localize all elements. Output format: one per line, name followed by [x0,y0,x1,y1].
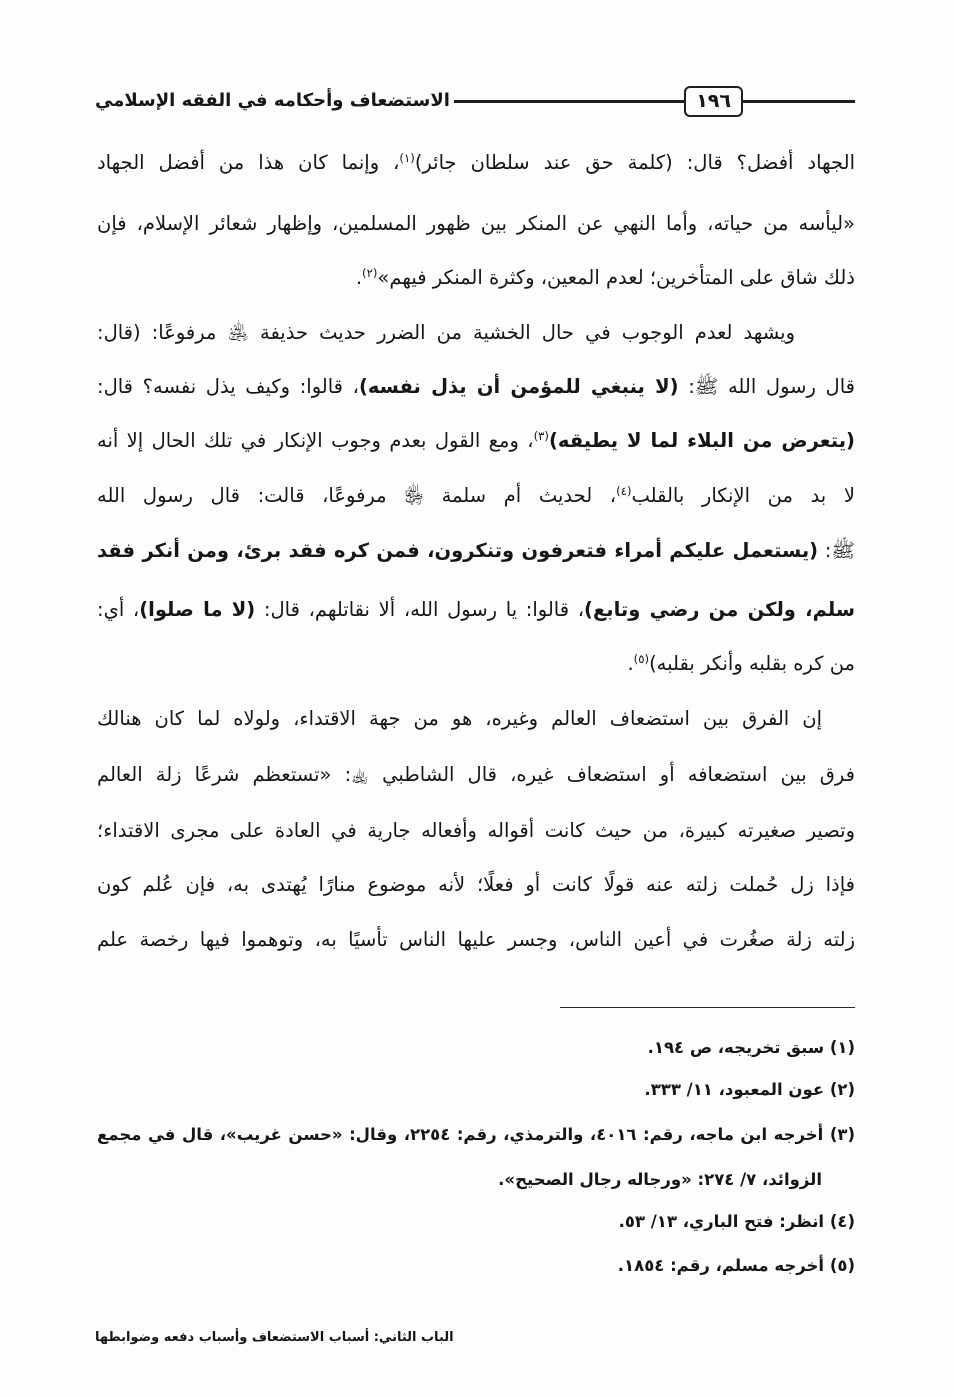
footnote-ref: (٣) [533,428,549,443]
text-run: ويشهد لعدم الوجوب في حال الخشية من الضرر حديث حذيفة ﵁ مرفوعًا: (قال: [97,321,795,344]
hadith-quote: (يستعمل عليكم أمراء فتعرفون وتنكرون، فمن كره فقد برئ، ومن أنكر فقد [97,539,819,562]
body-line [97,915,855,965]
text-run: «ليأسه من حياته، وأما النهي عن المنكر بين ظهور المسلمين، وإظهار شعائر الإسلام، فإن [97,212,855,235]
page-number: ١٩٦ [684,86,743,117]
text-run: . [627,652,634,675]
header-rule-right [743,100,855,103]
body-line [97,585,855,635]
footnote-line: (٤) انظر: فتح الباري، ١٣/ ٥٣. [618,1212,855,1231]
footnote-line: (٣) أخرجه ابن ماجه، رقم: ٤٠١٦، والترمذي، رقم: ٢٢٥٤، وقال: «حسن غريب»، قال في مجمع [97,1125,855,1144]
text-run: . [355,266,363,289]
text-run: ذلك شاق على المتأخرين؛ لعدم المعين، وكثرة المنكر فيهم» [377,266,855,289]
footnote-line: (٢) عون المعبود، ١١/ ٣٣٣. [644,1080,855,1099]
hadith-quote: (لا ينبغي للمؤمن أن يذل نفسه) [358,375,679,398]
body-line [97,694,822,744]
text-run: الجهاد أفضل؟ قال: (كلمة حق عند سلطان جائر) [414,151,855,174]
body-line [97,639,855,689]
body-line [97,362,855,412]
body-line [97,416,855,466]
body-line [97,138,855,188]
chapter-footer: الباب الثاني: أسباب الاستضعاف وأسباب دفعه وضوابطها [95,1330,454,1345]
body-line [97,526,855,576]
footnote-ref: (٥) [633,651,650,666]
text-run: لا بد من الإنكار بالقلب [631,484,855,507]
body-line [97,806,855,856]
text-run: ، قالوا: يا رسول الله، ألا نقاتلهم، قال: [255,598,585,621]
body-line [97,308,795,358]
body-line [97,253,855,303]
footnote-ref: (٤) [616,483,632,498]
body-line [97,199,855,249]
text-run: ، ومع القول بعدم وجوب الإنكار في تلك الحال إلا أنه [97,429,534,452]
running-header [95,84,855,118]
footnote-ref: (١) [399,150,415,165]
text-run: ، وإنما كان هذا من أفضل الجهاد [97,151,400,174]
text-run: ﷺ: [818,539,855,562]
book-title: الاستضعاف وأحكامه في الفقه الإسلامي [95,90,450,111]
text-run: ، قالوا: وكيف يذل نفسه؟ قال: [97,375,359,398]
footnote-line: (٥) أخرجه مسلم، رقم: ١٨٥٤. [617,1256,855,1275]
text-run: ، لحديث أم سلمة ﵂ مرفوعًا، قالت: قال رسول الله [97,484,617,507]
body-line [97,750,855,800]
text-run: فإذا زل حُملت زلته عنه قولًا كانت أو فعلًا؛ لأنه موضوع منارًا يُهتدى به، فإن عُلم كون [97,873,855,896]
header-rule-left [454,100,684,103]
text-run: فرق بين استضعافه أو استضعاف غيره، قال الشاطبي ﵀: «تستعظم شرعًا زلة العالم [97,763,855,786]
hadith-quote: سلم، ولكن من رضي وتابع) [584,598,855,621]
text-run: إن الفرق بين استضعاف العالم وغيره، هو من جهة الاقتداء، ولولاه لما كان هنالك [97,707,822,730]
text-run: وتصير صغيرته كبيرة، من حيث كانت أقواله وأفعاله جارية في العادة على مجرى الاقتداء؛ [97,819,855,842]
hadith-quote: (يتعرض من البلاء لما لا يطيقه) [548,429,855,452]
text-run: زلته زلة صغُرت في أعين الناس، وجسر عليها الناس تأسيًا به، وتوهموا فيها رخصة علم [97,928,855,951]
body-line [97,860,855,910]
footnote-line: (١) سبق تخريجه، ص ١٩٤. [647,1038,855,1057]
hadith-quote: (لا ما صلوا) [139,598,256,621]
footnote-ref: (٢) [362,265,378,280]
footnote-separator [560,1007,855,1008]
text-run: قال رسول الله ﷺ: [678,375,855,398]
text-run: من كره بقلبه وأنكر بقلبه) [649,652,855,675]
text-run: ، أي: [97,598,140,621]
footnote-line: الزوائد، ٧/ ٢٧٤: «ورجاله رجال الصحيح». [498,1170,822,1189]
body-line [97,471,855,521]
